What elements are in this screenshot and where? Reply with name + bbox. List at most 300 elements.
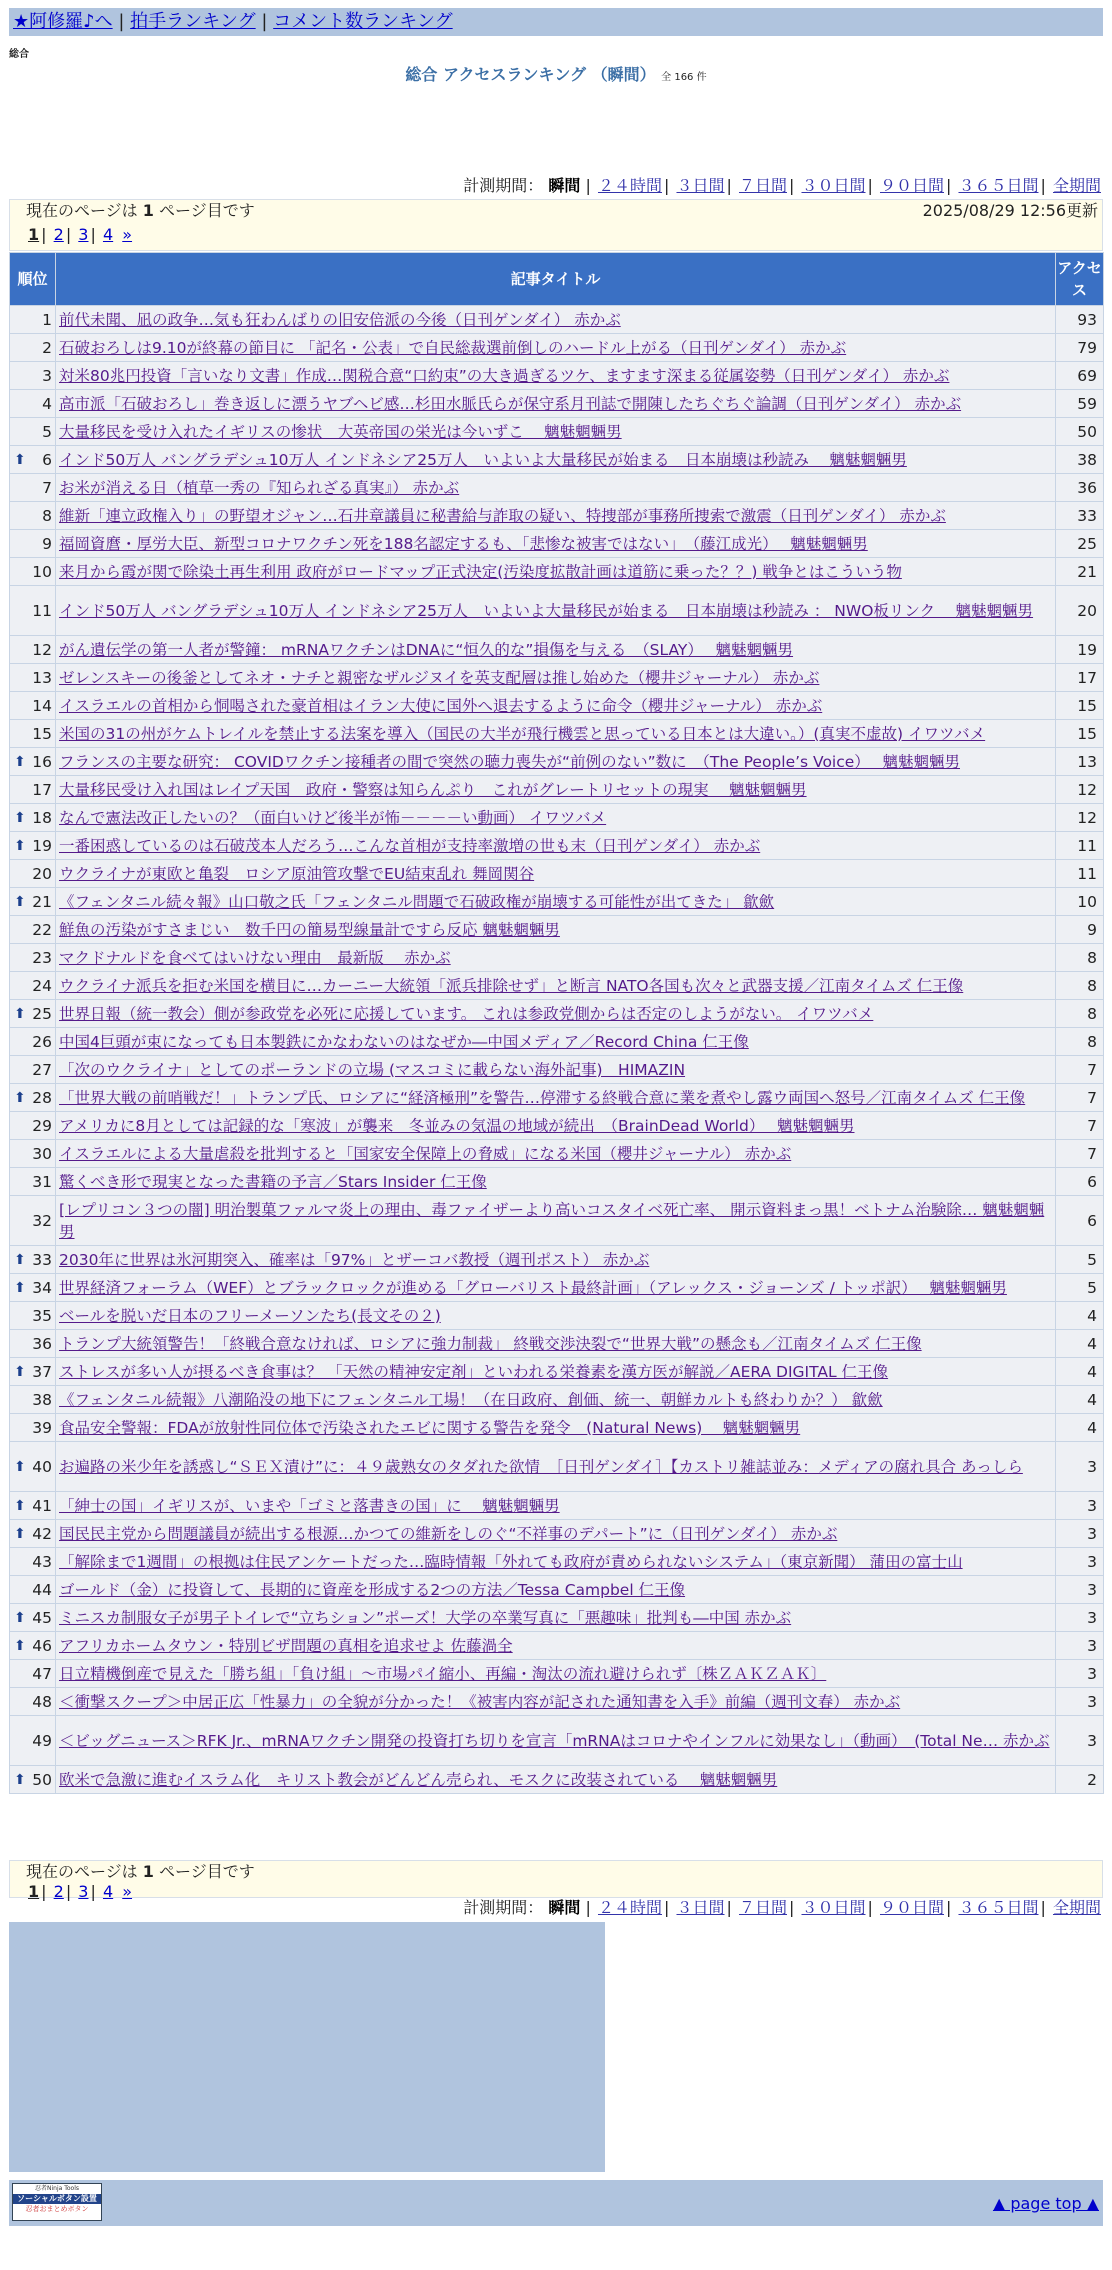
rank-up-arrow-icon: ⬆ xyxy=(14,1251,26,1268)
rank-up-arrow-icon: ⬆ xyxy=(14,1279,26,1296)
table-row xyxy=(10,558,1104,586)
rank-cell xyxy=(10,804,56,832)
pager-bottom: 1 | 2 | 3 | 4 » xyxy=(28,1882,133,1901)
article-title-link[interactable]: 米国の31の州がケムトレイルを禁止する法案を導入（国民の大半が飛行機雲と思っている日本とは大違い。）(真実不虚故) イワツバメ xyxy=(59,724,986,743)
rank-cell xyxy=(10,418,56,446)
table-row xyxy=(10,720,1104,748)
period-option-7d[interactable]: ７日間 xyxy=(738,176,787,195)
table-row xyxy=(10,334,1104,362)
rank-number: 34 xyxy=(32,1278,52,1297)
article-title-link[interactable]: アフリカホームタウン・特別ビザ問題の真相を追求せよ 佐藤渦全 xyxy=(59,1636,513,1655)
article-title-link[interactable]: 「世界大戦の前哨戦だ！」トランプ氏、ロシアに“経済極刑”を警告…停滞する終戦合意に業を煮やし露ウ両国へ怒号／江南タイムズ 仁王像 xyxy=(59,1088,1026,1107)
rank-cell xyxy=(10,748,56,776)
period-option-all[interactable]: 全期間 xyxy=(1052,1898,1101,1917)
access-count: 21 xyxy=(1056,558,1104,586)
rank-cell xyxy=(10,1302,56,1330)
access-count: 7 xyxy=(1056,1112,1104,1140)
rank-cell xyxy=(10,1520,56,1548)
rank-number: 18 xyxy=(32,808,52,827)
title-cell xyxy=(56,1196,1056,1246)
rank-number: 27 xyxy=(32,1060,52,1079)
rank-number: 29 xyxy=(32,1116,52,1135)
article-title-link[interactable]: 欧米で急激に進むイスラム化 キリスト教会がどんどん売られ、モスクに改装されている 魑魅魍魎男 xyxy=(59,1770,778,1789)
article-title-link[interactable]: 福岡資麿・厚労大臣、新型コロナワクチン死を188名認定するも、「悲惨な被害ではない」 （藤江成光） 魑魅魍魎男 xyxy=(59,534,868,553)
pager-link[interactable]: 2 xyxy=(53,1882,64,1901)
title-cell xyxy=(56,390,1056,418)
title-cell xyxy=(56,530,1056,558)
ninja-social-badge[interactable] xyxy=(12,2183,102,2221)
article-title-link[interactable]: 対米80兆円投資「言いなり文書」作成…関税合意“口約束”の大き過ぎるツケ、ますます深まる従属姿勢（日刊ゲンダイ） 赤かぶ xyxy=(59,366,950,385)
rank-cell xyxy=(10,1660,56,1688)
rank-number: 36 xyxy=(32,1334,52,1353)
table-row xyxy=(10,860,1104,888)
access-count: 4 xyxy=(1056,1414,1104,1442)
rank-cell xyxy=(10,832,56,860)
table-row xyxy=(10,502,1104,530)
title-cell xyxy=(56,1168,1056,1196)
table-row xyxy=(10,1660,1104,1688)
table-row xyxy=(10,748,1104,776)
current-page-text: 現在のページは 1 ページ目です xyxy=(26,201,255,220)
badge-bottom-text: 忍者おまとめボタン xyxy=(25,2205,89,2213)
article-title-link[interactable]: 驚くべき形で現実となった書籍の予言／Stars Insider 仁王像 xyxy=(59,1172,487,1191)
title-cell xyxy=(56,1028,1056,1056)
pager-link[interactable]: 4 xyxy=(102,225,114,244)
table-row xyxy=(10,418,1104,446)
rank-number: 33 xyxy=(32,1250,52,1269)
access-count: 3 xyxy=(1056,1520,1104,1548)
access-count: 69 xyxy=(1056,362,1104,390)
article-title-link[interactable]: 一番困惑しているのは石破茂本人だろう…こんな首相が支持率激増の世も末（日刊ゲンダイ） 赤かぶ xyxy=(59,836,761,855)
table-row xyxy=(10,1056,1104,1084)
clap-ranking-link[interactable]: 拍手ランキング xyxy=(130,11,256,32)
article-title-link[interactable]: ＜衝撃スクープ＞中居正広「性暴力」の全貌が分かった！《被害内容が記された通知書を入手》前編（週刊文春） 赤かぶ xyxy=(59,1692,901,1711)
rank-up-arrow-icon: ⬆ xyxy=(14,1497,26,1514)
rank-number: 10 xyxy=(32,562,52,581)
table-row xyxy=(10,1302,1104,1330)
access-count: 8 xyxy=(1056,1028,1104,1056)
table-row xyxy=(10,586,1104,636)
rank-cell xyxy=(10,1604,56,1632)
table-row xyxy=(10,1084,1104,1112)
article-title-link[interactable]: 前代未聞、凪の政争…気も狂わんばりの旧安倍派の今後（日刊ゲンダイ） 赤かぶ xyxy=(59,310,621,329)
title-cell xyxy=(56,558,1056,586)
page-info-top xyxy=(9,199,1103,251)
table-row xyxy=(10,1492,1104,1520)
title-cell xyxy=(56,1302,1056,1330)
rank-cell xyxy=(10,1028,56,1056)
table-row xyxy=(10,1196,1104,1246)
rank-number: 3 xyxy=(42,366,52,385)
rank-cell xyxy=(10,1330,56,1358)
table-row xyxy=(10,1274,1104,1302)
title-cell xyxy=(56,1688,1056,1716)
rank-number: 43 xyxy=(32,1552,52,1571)
article-title-link[interactable]: ミニスカ制服女子が男子トイレで“立ちション”ポーズ！大学の卒業写真に「悪趣味」批判も―中国 赤かぶ xyxy=(59,1608,792,1627)
rank-cell xyxy=(10,1632,56,1660)
rank-number: 7 xyxy=(42,478,52,497)
rank-cell xyxy=(10,558,56,586)
period-option-24h[interactable]: ２４時間 xyxy=(597,176,662,195)
article-title-link[interactable]: アメリカに8月としては記録的な「寒波」が襲来 冬並みの気温の地域が続出 （BrainDead World） 魑魅魍魎男 xyxy=(59,1116,855,1135)
table-row xyxy=(10,1358,1104,1386)
article-title-link[interactable]: フランスの主要な研究： COVIDワクチン接種者の間で突然の聴力喪失が“前例のない”数に （The People’s Voice） 魑魅魍魎男 xyxy=(59,752,960,771)
badge-top-text: 忍者Ninja Tools xyxy=(35,2185,79,2192)
article-title-link[interactable]: 食品安全警報：FDAが放射性同位体で汚染されたエビに関する警告を発令 (Natural News) 魑魅魍魎男 xyxy=(59,1418,801,1437)
rank-number: 30 xyxy=(32,1144,52,1163)
table-row xyxy=(10,1548,1104,1576)
page-top-link[interactable]: ▲ page top ▲ xyxy=(992,2194,1099,2213)
title-cell xyxy=(56,1548,1056,1576)
article-title-link[interactable]: インド50万人 バングラデシュ10万人 インドネシア25万人 いよいよ大量移民が始まる 日本崩壊は秒読み ： NWO板リンク 魑魅魍魎男 xyxy=(59,601,1034,620)
rank-number: 44 xyxy=(32,1580,52,1599)
table-row xyxy=(10,832,1104,860)
period-option-90d[interactable]: ９０日間 xyxy=(879,1898,944,1917)
access-count: 4 xyxy=(1056,1302,1104,1330)
rank-cell xyxy=(10,474,56,502)
article-title-link[interactable]: お米が消える日（植草一秀の『知られざる真実』） 赤かぶ xyxy=(59,478,460,497)
table-row xyxy=(10,1520,1104,1548)
access-count: 7 xyxy=(1056,1056,1104,1084)
rank-header: 順位 xyxy=(10,253,56,306)
period-option-all[interactable]: 全期間 xyxy=(1052,176,1101,195)
title-cell xyxy=(56,1576,1056,1604)
article-title-link[interactable]: ＜ビッグニュース＞RFK Jr.、mRNAワクチン開発の投資打ち切りを宣言「mRNAはコロナやインフルに効果なし」（動画） (Total Ne… 赤かぶ xyxy=(59,1731,1050,1750)
access-count: 17 xyxy=(1056,664,1104,692)
title-cell xyxy=(56,944,1056,972)
title-cell xyxy=(56,664,1056,692)
rank-number: 24 xyxy=(32,976,52,995)
period-option-3d[interactable]: ３日間 xyxy=(676,1898,725,1917)
rank-number: 2 xyxy=(42,338,52,357)
article-title-link[interactable]: 《フェンタニル続々報》山口敬之氏「フェンタニル問題で石破政権が崩壊する可能性が出てきた」 歙歛 xyxy=(59,892,775,911)
rank-number: 19 xyxy=(32,836,52,855)
article-title-link[interactable]: 《フェンタニル続報》八潮陥没の地下にフェンタニル工場！（在日政府、創価、統一、朝鮮カルトも終わりか？） 歙歛 xyxy=(59,1390,883,1409)
table-row xyxy=(10,972,1104,1000)
article-title-link[interactable]: 国民民主党から問題議員が続出する根源…かつての維新をしのぐ“不祥事のデパート”に（日刊ゲンダイ） 赤かぶ xyxy=(59,1524,838,1543)
table-row xyxy=(10,776,1104,804)
article-title-link[interactable]: 「解除まで1週間」の根拠は住民アンケートだった…臨時情報「外れても政府が責められないシステム」（東京新聞） 蒲田の富士山 xyxy=(59,1552,963,1571)
rank-up-arrow-icon: ⬆ xyxy=(14,1525,26,1542)
article-title-link[interactable]: 維新「連立政権入り」の野望オジャン…石井章議員に秘書給与詐取の疑い、特捜部が事務所捜索で激震（日刊ゲンダイ） 赤かぶ xyxy=(59,506,946,525)
access-count: 12 xyxy=(1056,804,1104,832)
rank-number: 22 xyxy=(32,920,52,939)
table-row xyxy=(10,474,1104,502)
rank-cell xyxy=(10,636,56,664)
footer-bar xyxy=(9,2180,1103,2226)
table-row xyxy=(10,664,1104,692)
title-cell xyxy=(56,1358,1056,1386)
title-cell xyxy=(56,474,1056,502)
title-cell xyxy=(56,1274,1056,1302)
table-row xyxy=(10,362,1104,390)
rank-cell xyxy=(10,306,56,334)
article-title-link[interactable]: インド50万人 バングラデシュ10万人 インドネシア25万人 いよいよ大量移民が始まる 日本崩壊は秒読み 魑魅魍魎男 xyxy=(59,450,907,469)
access-count: 5 xyxy=(1056,1246,1104,1274)
period-option-24h[interactable]: ２４時間 xyxy=(597,1898,662,1917)
period-option-7d[interactable]: ７日間 xyxy=(738,1898,787,1917)
rank-cell xyxy=(10,860,56,888)
access-count: 3 xyxy=(1056,1660,1104,1688)
rank-number: 50 xyxy=(32,1770,52,1789)
access-count: 19 xyxy=(1056,636,1104,664)
rank-number: 16 xyxy=(32,752,52,771)
article-title-link[interactable]: ゴールド（金）に投資して、長期的に資産を形成する2つの方法／Tessa Campbel 仁王像 xyxy=(59,1580,686,1599)
category-label: 総合 xyxy=(9,49,29,60)
title-cell xyxy=(56,692,1056,720)
rank-cell xyxy=(10,1576,56,1604)
article-title-link[interactable]: 鮮魚の汚染がすさまじい 数千円の簡易型線量計ですら反応 魑魅魍魎男 xyxy=(59,920,560,939)
title-cell xyxy=(56,418,1056,446)
badge-mid-text: ソーシャルボタン設置 xyxy=(13,2194,101,2204)
rank-cell xyxy=(10,1766,56,1794)
rank-number: 8 xyxy=(42,506,52,525)
rank-number: 48 xyxy=(32,1692,52,1711)
table-row xyxy=(10,1632,1104,1660)
title-cell xyxy=(56,1246,1056,1274)
access-count: 7 xyxy=(1056,1084,1104,1112)
title-cell xyxy=(56,748,1056,776)
rank-cell xyxy=(10,1442,56,1492)
access-count: 8 xyxy=(1056,972,1104,1000)
access-count: 8 xyxy=(1056,1000,1104,1028)
rank-number: 49 xyxy=(32,1731,52,1750)
table-row xyxy=(10,1688,1104,1716)
rank-up-arrow-icon: ⬆ xyxy=(14,1637,26,1654)
rank-up-arrow-icon: ⬆ xyxy=(14,1771,26,1788)
article-title-link[interactable]: ゼレンスキーの後釜としてネオ・ナチと親密なザルジヌイを英支配層は推し始めた（櫻井ジャーナル） 赤かぶ xyxy=(59,668,820,687)
period-selector-top: 計測期間： 瞬間 | ２４時間 | ３日間 | ７日間 | ３０日間 | ９０日間 | ３６５日間 | 全期間 xyxy=(463,176,1101,195)
article-title-link[interactable]: 来月から霞が関で除染土再生利用 政府がロードマップ正式決定(汚染度拡散計画は道筋に乗った？？) 戦争とはこういう物 xyxy=(59,562,902,581)
rank-up-arrow-icon: ⬆ xyxy=(14,809,26,826)
access-count: 5 xyxy=(1056,1274,1104,1302)
access-count: 15 xyxy=(1056,720,1104,748)
home-link[interactable]: ★阿修羅♪へ xyxy=(13,11,113,32)
table-row xyxy=(10,1246,1104,1274)
rank-cell xyxy=(10,1056,56,1084)
article-title-link[interactable]: 石破おろしは9.10が終幕の節目に 「記名・公表」で自民総裁選前倒しのハードル上がる（日刊ゲンダイ） 赤かぶ xyxy=(59,338,847,357)
rank-number: 41 xyxy=(32,1496,52,1515)
rank-cell xyxy=(10,720,56,748)
article-title-link[interactable]: イスラエルの首相から恫喝された豪首相はイラン大使に国外へ退去するように命令（櫻井ジャーナル） 赤かぶ xyxy=(59,696,823,715)
page-title xyxy=(0,62,1112,85)
rank-number: 37 xyxy=(32,1362,52,1381)
article-title-link[interactable]: 大量移民受け入れ国はレイプ天国 政府・警察は知らんぷり これがグレートリセットの現実 魑魅魍魎男 xyxy=(59,780,807,799)
title-cell xyxy=(56,636,1056,664)
rank-cell xyxy=(10,692,56,720)
access-count: 79 xyxy=(1056,334,1104,362)
rank-number: 45 xyxy=(32,1608,52,1627)
rank-cell xyxy=(10,362,56,390)
rank-number: 46 xyxy=(32,1636,52,1655)
period-selector-bottom: 計測期間： 瞬間 | ２４時間 | ３日間 | ７日間 | ３０日間 | ９０日間 | ３６５日間 | 全期間 xyxy=(463,1898,1101,1917)
article-title-link[interactable]: ストレスが多い人が摂るべき食事は？ 「天然の精神安定剤」といわれる栄養素を漢方医が解説／AERA DIGITAL 仁王像 xyxy=(59,1362,889,1381)
article-title-link[interactable]: マクドナルドを食べてはいけない理由 最新版 赤かぶ xyxy=(59,948,451,967)
pager-link[interactable]: 2 xyxy=(53,225,64,244)
title-cell xyxy=(56,916,1056,944)
access-count: 2 xyxy=(1056,1766,1104,1794)
table-row xyxy=(10,1168,1104,1196)
title-cell xyxy=(56,888,1056,916)
comment-ranking-link[interactable]: コメント数ランキング xyxy=(273,11,453,32)
table-row xyxy=(10,1766,1104,1794)
article-title-link[interactable]: 中国4巨頭が束になっても日本製鉄にかなわないのはなぜか―中国メディア／Record China 仁王像 xyxy=(59,1032,749,1051)
nav-separator: | xyxy=(261,11,268,32)
table-row xyxy=(10,1716,1104,1766)
article-title-link[interactable]: 高市派「石破おろし」巻き返しに漂うヤブヘビ感…杉田水脈氏らが保守系月刊誌で開陳したちぐちぐ論調（日刊ゲンダイ） 赤かぶ xyxy=(59,394,962,413)
access-count: 3 xyxy=(1056,1576,1104,1604)
rank-cell xyxy=(10,1548,56,1576)
title-cell xyxy=(56,1520,1056,1548)
rank-cell xyxy=(10,1246,56,1274)
table-row xyxy=(10,1414,1104,1442)
pager-link[interactable]: 3 xyxy=(78,1882,89,1901)
rank-number: 5 xyxy=(42,422,52,441)
table-row xyxy=(10,1442,1104,1492)
title-cell xyxy=(56,972,1056,1000)
rank-up-arrow-icon: ⬆ xyxy=(14,1609,26,1626)
title-cell xyxy=(56,1660,1056,1688)
article-title-link[interactable]: 世界日報（統一教会）側が参政党を必死に応援しています。 これは参政党側からは否定のしようがない。 イワツバメ xyxy=(59,1004,874,1023)
title-header: 記事タイトル xyxy=(56,253,1056,306)
access-count: 4 xyxy=(1056,1386,1104,1414)
title-cell xyxy=(56,776,1056,804)
table-row xyxy=(10,390,1104,418)
table-row xyxy=(10,1330,1104,1358)
rank-up-arrow-icon: ⬆ xyxy=(14,1005,26,1022)
article-title-link[interactable]: 世界経済フォーラム（WEF）とブラックロックが進める「グローバリスト最終計画」（アレックス・ジョーンズ / トッポ訳） 魑魅魍魎男 xyxy=(59,1278,1007,1297)
rank-cell xyxy=(10,530,56,558)
title-cell xyxy=(56,1492,1056,1520)
table-row xyxy=(10,636,1104,664)
period-current: 瞬間 xyxy=(548,1898,581,1917)
rank-number: 15 xyxy=(32,724,52,743)
pager-current: 1 xyxy=(28,1882,40,1901)
article-title-link[interactable]: 日立精機倒産で見えた「勝ち組」「負け組」～市場パイ縮小、再編・淘汰の流れ避けられず〔株ＺＡＫＺＡＫ〕 xyxy=(59,1664,827,1683)
rank-cell xyxy=(10,1414,56,1442)
rank-number: 21 xyxy=(32,892,52,911)
period-option-3d[interactable]: ３日間 xyxy=(676,176,725,195)
title-cell xyxy=(56,1442,1056,1492)
rank-number: 40 xyxy=(32,1457,52,1476)
pager-next-link[interactable]: » xyxy=(122,1882,133,1901)
title-cell xyxy=(56,1632,1056,1660)
access-count: 12 xyxy=(1056,776,1104,804)
rank-cell xyxy=(10,586,56,636)
rank-cell xyxy=(10,1168,56,1196)
rank-cell xyxy=(10,972,56,1000)
article-title-link[interactable]: 大量移民を受け入れたイギリスの惨状 大英帝国の栄光は今いずこ 魑魅魍魎男 xyxy=(59,422,622,441)
rank-number: 11 xyxy=(32,601,52,620)
access-count: 3 xyxy=(1056,1548,1104,1576)
access-count: 8 xyxy=(1056,944,1104,972)
title-cell xyxy=(56,832,1056,860)
rank-cell xyxy=(10,334,56,362)
rank-number: 42 xyxy=(32,1524,52,1543)
article-title-link[interactable]: ウクライナが東欧と亀裂 ロシア原油管攻撃でEU結束乱れ 舞岡関谷 xyxy=(59,864,535,883)
rank-cell xyxy=(10,1716,56,1766)
period-option-365d[interactable]: ３６５日間 xyxy=(958,1898,1039,1917)
title-cell xyxy=(56,586,1056,636)
table-row xyxy=(10,1112,1104,1140)
rank-number: 4 xyxy=(42,394,52,413)
rank-up-arrow-icon: ⬆ xyxy=(14,893,26,910)
article-title-link[interactable]: [レプリコン３つの闇] 明治製菓ファルマ炎上の理由、毒ファイザーより高いコスタイベ死亡率、 開示資料まっ黒！ベトナム治験除… 魑魅魍魎男 xyxy=(59,1200,1045,1241)
access-count: 3 xyxy=(1056,1632,1104,1660)
rank-up-arrow-icon: ⬆ xyxy=(14,1089,26,1106)
period-option-365d[interactable]: ３６５日間 xyxy=(958,176,1039,195)
ranking-table xyxy=(9,252,1104,1794)
rank-number: 20 xyxy=(32,864,52,883)
article-title-link[interactable]: なんで憲法改正したいの？（面白いけど後半が怖－－－－い動画） イワツバメ xyxy=(59,808,607,827)
rank-cell xyxy=(10,1112,56,1140)
rank-cell xyxy=(10,916,56,944)
rank-cell xyxy=(10,1000,56,1028)
total-count: 全 166 件 xyxy=(661,72,707,83)
article-title-link[interactable]: 「次のウクライナ」としてのポーランドの立場 (マスコミに載らない海外記事) HIMAZIN xyxy=(59,1060,686,1079)
pager-next-link[interactable]: » xyxy=(122,225,133,244)
rank-cell xyxy=(10,944,56,972)
access-count: 6 xyxy=(1056,1168,1104,1196)
period-option-30d[interactable]: ３０日間 xyxy=(801,1898,866,1917)
table-row xyxy=(10,692,1104,720)
rank-cell xyxy=(10,390,56,418)
nav-separator: | xyxy=(118,11,125,32)
page-title-text: 総合 アクセスランキング （瞬間） xyxy=(405,65,656,84)
title-cell xyxy=(56,334,1056,362)
access-count: 6 xyxy=(1056,1196,1104,1246)
title-cell xyxy=(56,804,1056,832)
rank-number: 31 xyxy=(32,1172,52,1191)
rank-cell xyxy=(10,502,56,530)
article-title-link[interactable]: トランプ大統領警告！「終戦合意なければ、ロシアに強力制裁」 終戦交渉決裂で“世界大戦”の懸念も／江南タイムズ 仁王像 xyxy=(59,1334,922,1353)
article-title-link[interactable]: がん遺伝学の第一人者が警鐘： mRNAワクチンはDNAに“恒久的な”損傷を与える （SLAY） 魑魅魍魎男 xyxy=(59,640,794,659)
article-title-link[interactable]: ウクライナ派兵を拒む米国を横目に…カーニー大統領「派兵排除せず」と断言 NATO各国も次々と武器支援／江南タイムズ 仁王像 xyxy=(59,976,964,995)
period-option-30d[interactable]: ３０日間 xyxy=(801,176,866,195)
rank-cell xyxy=(10,1196,56,1246)
access-count: 11 xyxy=(1056,832,1104,860)
pager-link[interactable]: 3 xyxy=(78,225,89,244)
rank-cell xyxy=(10,1140,56,1168)
table-row xyxy=(10,1604,1104,1632)
article-title-link[interactable]: 「紳士の国」イギリスが、いまや「ゴミと落書きの国」に 魑魅魍魎男 xyxy=(59,1496,560,1515)
access-count: 50 xyxy=(1056,418,1104,446)
article-title-link[interactable]: ベールを脱いだ日本のフリーメーソンたち(長文その２) xyxy=(59,1306,441,1325)
table-row xyxy=(10,944,1104,972)
current-page-text: 現在のページは 1 ページ目です xyxy=(26,1862,255,1881)
access-count: 3 xyxy=(1056,1716,1104,1766)
title-cell xyxy=(56,446,1056,474)
article-title-link[interactable]: 2030年に世界は氷河期突入、確率は「97%」とザーコバ教授（週刊ポスト） 赤かぶ xyxy=(59,1250,650,1269)
period-option-90d[interactable]: ９０日間 xyxy=(879,176,944,195)
title-cell xyxy=(56,1414,1056,1442)
rank-number: 9 xyxy=(42,534,52,553)
article-title-link[interactable]: イスラエルによる大量虐殺を批判すると「国家安全保障上の脅威」になる米国（櫻井ジャーナル） 赤かぶ xyxy=(59,1144,792,1163)
rank-number: 32 xyxy=(32,1211,52,1230)
title-cell xyxy=(56,1386,1056,1414)
ad-placeholder xyxy=(9,1922,605,2172)
title-cell xyxy=(56,1716,1056,1766)
access-count: 59 xyxy=(1056,390,1104,418)
rank-number: 1 xyxy=(42,310,52,329)
rank-cell xyxy=(10,888,56,916)
title-cell xyxy=(56,1056,1056,1084)
article-title-link[interactable]: お遍路の米少年を誘惑し“ＳＥＸ漬け”に：４９歳熟女のタダれた欲情 ［日刊ゲンダイ］【カストリ雑誌並み：メディアの腐れ具合 あっしら xyxy=(59,1457,1023,1476)
table-row xyxy=(10,804,1104,832)
access-count: 3 xyxy=(1056,1442,1104,1492)
rank-number: 26 xyxy=(32,1032,52,1051)
pager-link[interactable]: 4 xyxy=(102,1882,114,1901)
